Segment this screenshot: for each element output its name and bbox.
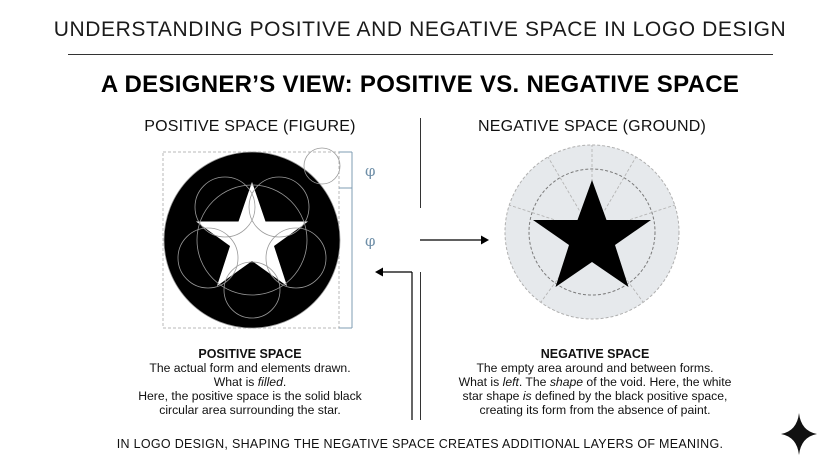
negative-space-heading: NEGATIVE SPACE xyxy=(540,347,650,361)
footer-note: IN LOGO DESIGN, SHAPING THE NEGATIVE SPACE CREATES ADDITIONAL LAYERS OF MEANING. xyxy=(116,437,724,451)
positive-space-title: POSITIVE SPACE (FIGURE) xyxy=(144,118,356,135)
negative-desc-line4: creating its form from the absence of paint. xyxy=(479,403,711,417)
negative-desc-line3 xyxy=(440,389,750,403)
positive-space-heading: POSITIVE SPACE xyxy=(198,347,302,361)
negative-desc-line3-em: is xyxy=(522,389,532,403)
negative-desc-line3-a: star shape xyxy=(462,389,523,403)
negative-desc-line3-b: defined by the black positive space, xyxy=(531,389,728,403)
negative-desc-line2-em2: shape xyxy=(549,375,584,389)
negative-desc-line2-a: What is xyxy=(458,375,503,389)
phi-label-bottom: φ xyxy=(365,232,376,250)
positive-space-figure xyxy=(163,148,376,328)
main-heading: A DESIGNER’S VIEW: POSITIVE VS. NEGATIVE SPACE xyxy=(100,71,740,98)
positive-desc-line2 xyxy=(120,375,380,389)
positive-desc-line2-b: . xyxy=(282,375,287,389)
arrow-left-icon xyxy=(375,268,412,421)
negative-desc-line2-em1: left xyxy=(502,375,519,389)
positive-desc-line4: circular area surrounding the star. xyxy=(159,403,341,417)
positive-desc-line2-a: What is xyxy=(213,375,258,389)
negative-space-description xyxy=(440,347,750,417)
phi-label-top: φ xyxy=(365,162,376,180)
negative-desc-line2 xyxy=(440,375,750,389)
positive-desc-line3: Here, the positive space is the solid black xyxy=(138,389,362,403)
page-title: UNDERSTANDING POSITIVE AND NEGATIVE SPACE IN LOGO DESIGN xyxy=(53,18,787,41)
negative-desc-line1: The empty area around and between forms. xyxy=(476,361,714,375)
arrow-right-icon xyxy=(420,236,489,245)
positive-desc-line2-em: filled xyxy=(257,375,283,389)
positive-desc-line1: The actual form and elements drawn. xyxy=(149,361,351,375)
positive-space-description xyxy=(120,347,380,417)
golden-ratio-bracket xyxy=(339,152,352,328)
negative-space-title: NEGATIVE SPACE (GROUND) xyxy=(477,118,707,135)
negative-desc-line2-c: of the void. Here, the white xyxy=(583,375,732,389)
negative-desc-line2-b: . The xyxy=(518,375,550,389)
negative-space-figure xyxy=(505,145,679,319)
